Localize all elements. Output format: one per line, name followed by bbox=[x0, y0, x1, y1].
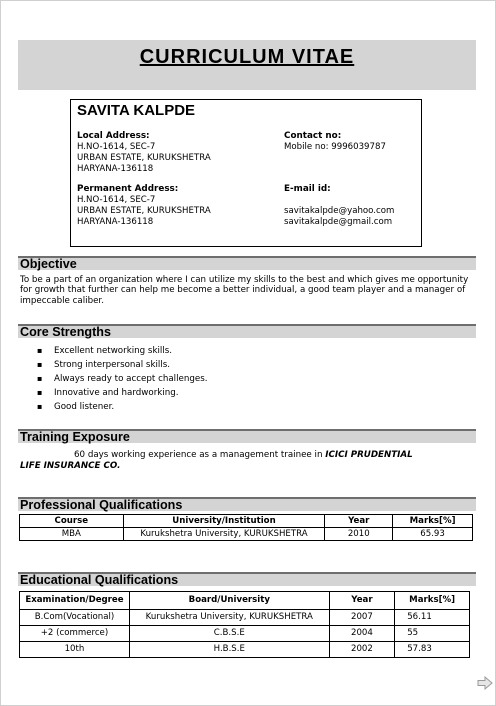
training-heading: Training Exposure bbox=[20, 430, 130, 444]
table-cell: 57.83 bbox=[395, 642, 470, 658]
table-cell: 2010 bbox=[325, 528, 393, 541]
table-cell: Kurukshetra University, KURUKSHETRA bbox=[129, 610, 329, 626]
local-address-line: HARYANA-136118 bbox=[77, 164, 154, 174]
local-address-label: Local Address: bbox=[77, 131, 150, 141]
contact-label: Contact no: bbox=[284, 131, 342, 141]
list-item: ▪ Excellent networking skills. bbox=[37, 344, 208, 358]
arrow-right-icon[interactable] bbox=[477, 676, 493, 690]
page-title: CURRICULUM VITAE bbox=[139, 46, 355, 68]
training-description: 60 days working experience as a management trainee in bbox=[74, 450, 323, 460]
table-cell: MBA bbox=[20, 528, 124, 541]
permanent-address-line: HARYANA-136118 bbox=[77, 217, 154, 227]
table-row bbox=[20, 528, 473, 541]
column-header: Board/University bbox=[129, 592, 329, 610]
column-header: University/Institution bbox=[123, 515, 325, 528]
column-header: Course bbox=[20, 515, 124, 528]
objective-heading-bar bbox=[18, 256, 476, 270]
table-row bbox=[20, 642, 470, 658]
column-header: Year bbox=[325, 515, 393, 528]
permanent-address-line: URBAN ESTATE, KURUKSHETRA bbox=[77, 206, 211, 216]
column-header: Year bbox=[329, 592, 395, 610]
training-company-cont: LIFE INSURANCE CO. bbox=[20, 461, 121, 471]
contact-box bbox=[70, 99, 422, 247]
table-cell: H.B.S.E bbox=[129, 642, 329, 658]
column-header: Examination/Degree bbox=[20, 592, 130, 610]
table-cell: 10th bbox=[20, 642, 130, 658]
table-cell: 2002 bbox=[329, 642, 395, 658]
training-company: ICICI PRUDENTIAL bbox=[325, 450, 413, 460]
local-address-line: URBAN ESTATE, KURUKSHETRA bbox=[77, 153, 211, 163]
table-cell: 55 bbox=[395, 626, 470, 642]
table-row bbox=[20, 610, 470, 626]
table-cell: 65.93 bbox=[393, 528, 473, 541]
table-cell: 2007 bbox=[329, 610, 395, 626]
educational-table bbox=[19, 591, 470, 658]
table-cell: C.B.S.E bbox=[129, 626, 329, 642]
table-row bbox=[20, 626, 470, 642]
table-cell: B.Com(Vocational) bbox=[20, 610, 130, 626]
permanent-address-line: H.NO-1614, SEC-7 bbox=[77, 195, 156, 205]
training-heading-bar bbox=[18, 429, 476, 443]
training-text-line2 bbox=[20, 461, 476, 471]
header-band bbox=[18, 40, 476, 90]
mobile-number: Mobile no: 9996039787 bbox=[284, 142, 386, 152]
professional-heading: Professional Qualifications bbox=[20, 498, 183, 512]
column-header: Marks[%] bbox=[393, 515, 473, 528]
table-cell: Kurukshetra University, KURUKSHETRA bbox=[123, 528, 325, 541]
educational-heading-bar bbox=[18, 572, 476, 586]
permanent-address-label: Permanent Address: bbox=[77, 184, 179, 194]
objective-heading: Objective bbox=[20, 257, 77, 271]
table-cell: +2 (commerce) bbox=[20, 626, 130, 642]
table-cell: 56.11 bbox=[395, 610, 470, 626]
email-address: savitakalpde@gmail.com bbox=[284, 217, 393, 227]
list-item: ▪ Strong interpersonal skills. bbox=[37, 358, 208, 372]
table-cell: 2004 bbox=[329, 626, 395, 642]
email-address: savitakalpde@yahoo.com bbox=[284, 206, 395, 216]
training-text bbox=[20, 450, 470, 460]
column-header: Marks[%] bbox=[395, 592, 470, 610]
professional-heading-bar bbox=[18, 497, 476, 511]
list-item: ▪ Good listener. bbox=[37, 400, 208, 414]
objective-text: To be a part of an organization where I can utilize my skills to the best and which gives me opportunity for growth that further can help me become a better individual, a good team player and a manager of impeccable caliber. bbox=[20, 275, 469, 306]
email-label: E-mail id: bbox=[284, 184, 331, 194]
core-strengths-heading: Core Strengths bbox=[20, 325, 111, 339]
list-item: ▪ Always ready to accept challenges. bbox=[37, 372, 208, 386]
core-strengths-heading-bar bbox=[18, 324, 476, 338]
candidate-name: SAVITA KALPDE bbox=[77, 102, 196, 119]
list-item: ▪ Innovative and hardworking. bbox=[37, 386, 208, 400]
core-strengths-list bbox=[37, 344, 208, 414]
professional-table bbox=[19, 514, 473, 541]
local-address-line: H.NO-1614, SEC-7 bbox=[77, 142, 156, 152]
educational-heading: Educational Qualifications bbox=[20, 573, 179, 587]
